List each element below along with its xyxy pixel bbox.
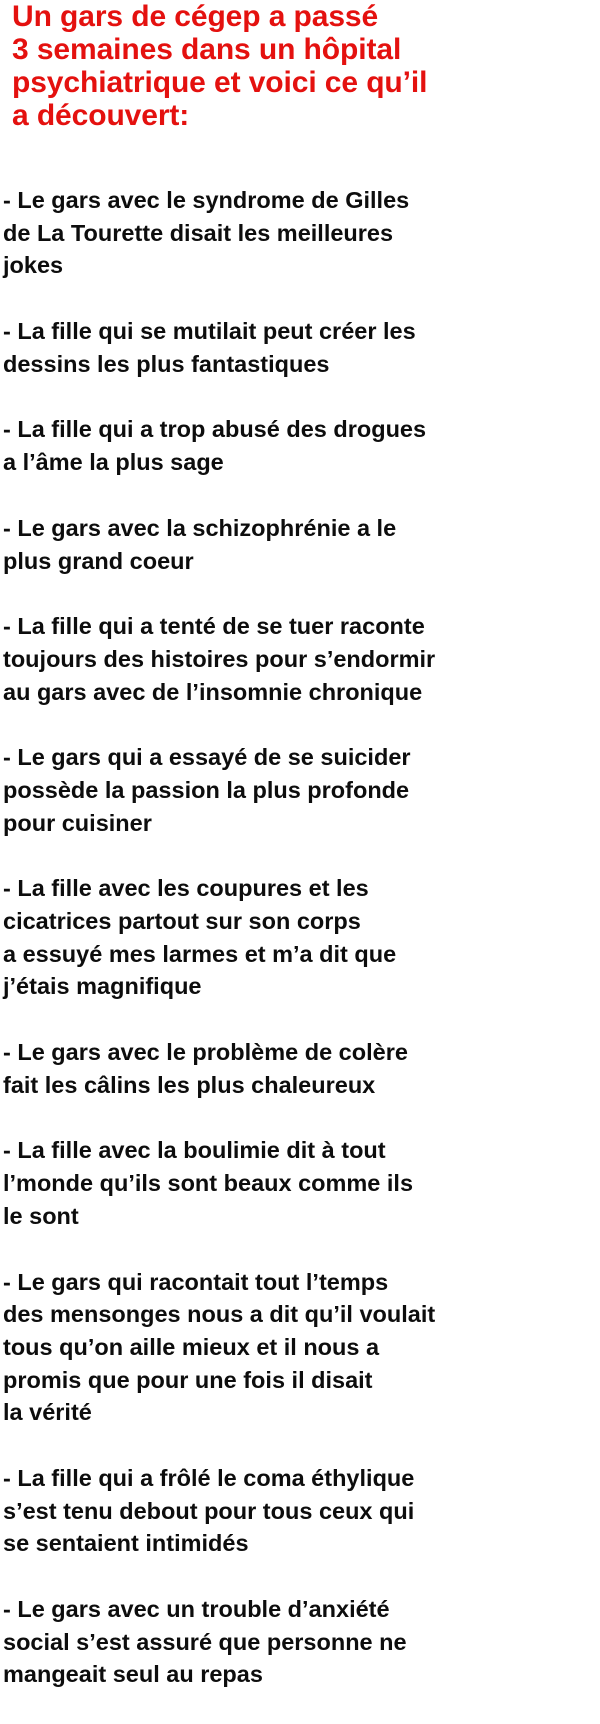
page-title bbox=[12, 0, 598, 132]
list-item-line: jokes bbox=[3, 252, 64, 279]
list-item-line: - La fille qui a trop abusé des drogues bbox=[3, 416, 427, 443]
list-item bbox=[3, 1134, 597, 1232]
list-item bbox=[3, 315, 597, 380]
list-item bbox=[3, 610, 597, 708]
list-item bbox=[3, 413, 597, 478]
list-item-line: - La fille avec la boulimie dit à tout bbox=[3, 1137, 386, 1164]
list-item-line: fait les câlins les plus chaleureux bbox=[3, 1071, 376, 1098]
list-item-line: s’est tenu debout pour tous ceux qui bbox=[3, 1497, 415, 1524]
list-item-line: a l’âme la plus sage bbox=[3, 449, 224, 476]
list-item-line: - La fille qui a tenté de se tuer raconte bbox=[3, 613, 425, 640]
title-line: Un gars de cégep a passé bbox=[12, 0, 379, 33]
list-item-line: - Le gars qui racontait tout l’temps bbox=[3, 1268, 389, 1295]
list-item-line: - Le gars qui a essayé de se suicider bbox=[3, 744, 411, 771]
list-item bbox=[3, 872, 597, 1003]
title-line: 3 semaines dans un hôpital bbox=[12, 33, 402, 66]
list-item bbox=[3, 1266, 597, 1429]
list-item-line: social s’est assuré que personne ne bbox=[3, 1628, 407, 1655]
list-item-line: toujours des histoires pour s’endormir bbox=[3, 645, 436, 672]
title-line: a découvert: bbox=[12, 99, 190, 132]
list-item bbox=[3, 512, 597, 577]
discovery-list bbox=[3, 184, 597, 1724]
list-item-line: promis que pour une fois il disait bbox=[3, 1366, 373, 1393]
title-line: psychiatrique et voici ce qu’il bbox=[12, 66, 428, 99]
list-item-line: des mensonges nous a dit qu’il voulait bbox=[3, 1301, 436, 1328]
list-item bbox=[3, 1036, 597, 1101]
list-item-line: a essuyé mes larmes et m’a dit que bbox=[3, 940, 397, 967]
list-item bbox=[3, 1593, 597, 1691]
list-item bbox=[3, 1462, 597, 1560]
list-item-line: l’monde qu’ils sont beaux comme ils bbox=[3, 1170, 414, 1197]
list-item-line: dessins les plus fantastiques bbox=[3, 350, 330, 377]
list-item-line: - Le gars avec la schizophrénie a le bbox=[3, 514, 397, 541]
list-item-line: possède la passion la plus profonde bbox=[3, 776, 410, 803]
list-item-line: tous qu’on aille mieux et il nous a bbox=[3, 1333, 380, 1360]
list-item-line: - Le gars avec le problème de colère bbox=[3, 1039, 408, 1066]
list-item-line: cicatrices partout sur son corps bbox=[3, 908, 361, 934]
list-item-line: j’étais magnifique bbox=[3, 973, 202, 1000]
list-item-line: le sont bbox=[3, 1202, 79, 1229]
list-item-line: se sentaient intimidés bbox=[3, 1530, 249, 1557]
list-item-line: - La fille avec les coupures et les bbox=[3, 875, 369, 902]
list-item-line: - La fille qui se mutilait peut créer les bbox=[3, 318, 416, 345]
list-item-line: - Le gars avec le syndrome de Gilles bbox=[3, 187, 410, 213]
list-item bbox=[3, 184, 597, 282]
list-item-line: - La fille qui a frôlé le coma éthylique bbox=[3, 1464, 415, 1491]
list-item-line: la vérité bbox=[3, 1399, 92, 1426]
list-item-line: mangeait seul au repas bbox=[3, 1661, 263, 1688]
list-item-line: au gars avec de l’insomnie chronique bbox=[3, 678, 423, 705]
list-item-line: pour cuisiner bbox=[3, 809, 152, 836]
list-item-line: plus grand coeur bbox=[3, 547, 194, 574]
list-item-line: de La Tourette disait les meilleures bbox=[3, 219, 394, 246]
list-item bbox=[3, 741, 597, 839]
list-item-line: - Le gars avec un trouble d’anxiété bbox=[3, 1596, 390, 1622]
